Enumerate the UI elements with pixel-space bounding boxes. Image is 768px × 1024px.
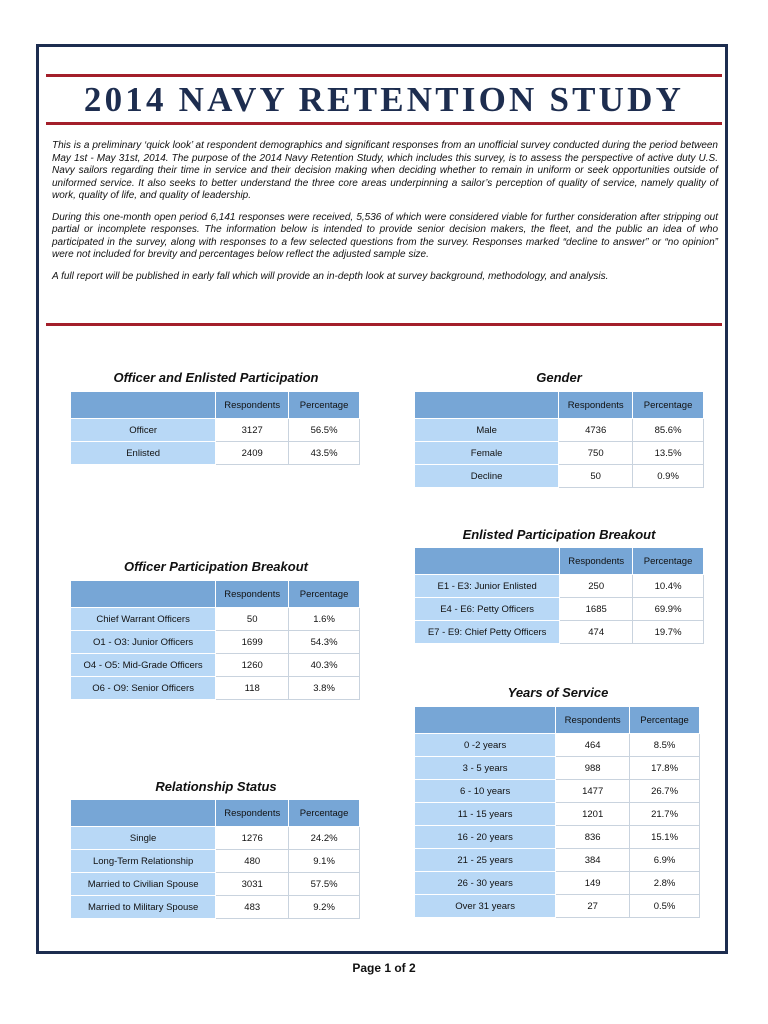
table-row	[415, 734, 700, 757]
table-row	[415, 895, 700, 918]
respondents-cell: 1685	[560, 598, 633, 621]
row-label: 6 - 10 years	[415, 780, 556, 803]
row-label: Married to Military Spouse	[71, 896, 216, 919]
row-label: O1 - O3: Junior Officers	[71, 631, 216, 654]
row-label: E1 - E3: Junior Enlisted	[415, 575, 560, 598]
row-label: 16 - 20 years	[415, 826, 556, 849]
respondents-cell: 483	[216, 896, 289, 919]
respondents-header: Respondents	[556, 707, 630, 734]
officer-breakout-table	[70, 580, 360, 700]
table-row	[415, 872, 700, 895]
table-row	[415, 826, 700, 849]
percentage-cell: 10.4%	[633, 575, 704, 598]
table-row	[71, 442, 360, 465]
percentage-header: Percentage	[633, 548, 704, 575]
table-row	[71, 419, 360, 442]
table-row	[415, 621, 704, 644]
table-row	[415, 442, 704, 465]
label-header	[71, 392, 216, 419]
page-number: Page 1 of 2	[352, 961, 416, 975]
respondents-header: Respondents	[216, 800, 289, 827]
percentage-header: Percentage	[289, 392, 360, 419]
intro-paragraph-2: During this one-month open period 6,141 responses were received, 5,536 of which were considered viable for further consideration after stripping out partial or incomplete responses. The information below is intended to provide senior decision makers, the fleet, and the public an idea of who participated in the survey, along with responses to a few selected questions from the survey. Responses marked “decline to answer” or “no opinion” were not included for brevity and percentages below reflect the adjusted sample size.	[52, 211, 718, 260]
row-label: 0 -2 years	[415, 734, 556, 757]
percentage-cell: 15.1%	[630, 826, 700, 849]
table-row	[415, 465, 704, 488]
table-row	[415, 780, 700, 803]
years-of-service-table	[414, 706, 700, 918]
table-header	[415, 392, 704, 419]
respondents-cell: 250	[560, 575, 633, 598]
table-row	[415, 575, 704, 598]
respondents-header: Respondents	[559, 392, 633, 419]
label-header	[71, 800, 216, 827]
row-label: 26 - 30 years	[415, 872, 556, 895]
respondents-cell: 2409	[216, 442, 289, 465]
respondents-cell: 474	[560, 621, 633, 644]
table-row	[71, 677, 360, 700]
percentage-header: Percentage	[289, 581, 360, 608]
row-label: O6 - O9: Senior Officers	[71, 677, 216, 700]
row-label: Married to Civilian Spouse	[71, 873, 216, 896]
gender-title: Gender	[536, 370, 582, 385]
officer-enlisted-table	[70, 391, 360, 465]
table-row	[71, 654, 360, 677]
row-label: 11 - 15 years	[415, 803, 556, 826]
respondents-cell: 4736	[559, 419, 633, 442]
respondents-cell: 3127	[216, 419, 289, 442]
respondents-cell: 750	[559, 442, 633, 465]
percentage-header: Percentage	[633, 392, 704, 419]
gender-table	[414, 391, 704, 488]
enlisted-breakout-title: Enlisted Participation Breakout	[462, 527, 656, 542]
percentage-cell: 26.7%	[630, 780, 700, 803]
respondents-header: Respondents	[560, 548, 633, 575]
respondents-cell: 1260	[216, 654, 289, 677]
relationship-title: Relationship Status	[155, 779, 277, 794]
table-header	[415, 548, 704, 575]
years-of-service-title: Years of Service	[507, 685, 609, 700]
percentage-cell: 54.3%	[289, 631, 360, 654]
respondents-cell: 3031	[216, 873, 289, 896]
table-row	[415, 803, 700, 826]
table-header	[71, 581, 360, 608]
table-row	[415, 757, 700, 780]
respondents-header: Respondents	[216, 392, 289, 419]
row-label: Long-Term Relationship	[71, 850, 216, 873]
percentage-cell: 85.6%	[633, 419, 704, 442]
respondents-header: Respondents	[216, 581, 289, 608]
enlisted-breakout-table	[414, 547, 704, 644]
page-title: 2014 NAVY RETENTION STUDY	[83, 80, 685, 119]
respondents-cell: 1699	[216, 631, 289, 654]
percentage-cell: 57.5%	[289, 873, 360, 896]
row-label: Over 31 years	[415, 895, 556, 918]
label-header	[71, 581, 216, 608]
row-label: Single	[71, 827, 216, 850]
percentage-cell: 1.6%	[289, 608, 360, 631]
percentage-header: Percentage	[289, 800, 360, 827]
table-row	[71, 873, 360, 896]
percentage-cell: 0.9%	[633, 465, 704, 488]
row-label: Chief Warrant Officers	[71, 608, 216, 631]
respondents-cell: 1201	[556, 803, 630, 826]
percentage-cell: 21.7%	[630, 803, 700, 826]
table-row	[71, 608, 360, 631]
respondents-cell: 50	[216, 608, 289, 631]
intro-paragraph-1: This is a preliminary ‘quick look’ at respondent demographics and significant responses from an unofficial survey conducted during the period between May 1st - May 31st, 2014. The purpose of the 2014 Navy Retention Study, which includes this survey, is to assess the perspective of active duty U.S. Navy sailors regarding their time in service and their decision making when deciding whether to remain in uniform or seek opportunities outside of uniformed service. It also seeks to better understand the three core areas underpinning a sailor’s perception of quality of service, namely quality of work, quality of life, and quality of leadership.	[52, 140, 718, 201]
officer-breakout-title: Officer Participation Breakout	[124, 559, 308, 574]
label-header	[415, 707, 556, 734]
intro-rule	[46, 323, 722, 326]
intro-text	[52, 140, 718, 292]
respondents-cell: 118	[216, 677, 289, 700]
row-label: Officer	[71, 419, 216, 442]
percentage-cell: 6.9%	[630, 849, 700, 872]
row-label: E4 - E6: Petty Officers	[415, 598, 560, 621]
respondents-cell: 27	[556, 895, 630, 918]
top-rule	[46, 74, 722, 77]
percentage-cell: 17.8%	[630, 757, 700, 780]
row-label: O4 - O5: Mid-Grade Officers	[71, 654, 216, 677]
respondents-cell: 464	[556, 734, 630, 757]
table-row	[415, 598, 704, 621]
table-header	[71, 392, 360, 419]
officer-enlisted-title: Officer and Enlisted Participation	[113, 370, 319, 385]
respondents-cell: 384	[556, 849, 630, 872]
table-row	[71, 850, 360, 873]
percentage-cell: 0.5%	[630, 895, 700, 918]
table-row	[71, 896, 360, 919]
percentage-cell: 19.7%	[633, 621, 704, 644]
relationship-table	[70, 799, 360, 919]
percentage-header: Percentage	[630, 707, 700, 734]
respondents-cell: 149	[556, 872, 630, 895]
percentage-cell: 43.5%	[289, 442, 360, 465]
table-header	[415, 707, 700, 734]
label-header	[415, 392, 559, 419]
table-row	[415, 849, 700, 872]
percentage-cell: 69.9%	[633, 598, 704, 621]
title-rule	[46, 122, 722, 125]
percentage-cell: 56.5%	[289, 419, 360, 442]
row-label: 3 - 5 years	[415, 757, 556, 780]
respondents-cell: 988	[556, 757, 630, 780]
row-label: Decline	[415, 465, 559, 488]
intro-paragraph-3: A full report will be published in early fall which will provide an in-depth look at survey background, methodology, and analysis.	[52, 270, 609, 282]
percentage-cell: 13.5%	[633, 442, 704, 465]
table-header	[71, 800, 360, 827]
respondents-cell: 480	[216, 850, 289, 873]
row-label: E7 - E9: Chief Petty Officers	[415, 621, 560, 644]
percentage-cell: 24.2%	[289, 827, 360, 850]
percentage-cell: 3.8%	[289, 677, 360, 700]
respondents-cell: 50	[559, 465, 633, 488]
table-row	[71, 631, 360, 654]
respondents-cell: 1276	[216, 827, 289, 850]
percentage-cell: 9.2%	[289, 896, 360, 919]
percentage-cell: 8.5%	[630, 734, 700, 757]
respondents-cell: 1477	[556, 780, 630, 803]
percentage-cell: 2.8%	[630, 872, 700, 895]
table-row	[71, 827, 360, 850]
row-label: Female	[415, 442, 559, 465]
row-label: Male	[415, 419, 559, 442]
table-row	[415, 419, 704, 442]
row-label: Enlisted	[71, 442, 216, 465]
label-header	[415, 548, 560, 575]
percentage-cell: 40.3%	[289, 654, 360, 677]
row-label: 21 - 25 years	[415, 849, 556, 872]
percentage-cell: 9.1%	[289, 850, 360, 873]
respondents-cell: 836	[556, 826, 630, 849]
